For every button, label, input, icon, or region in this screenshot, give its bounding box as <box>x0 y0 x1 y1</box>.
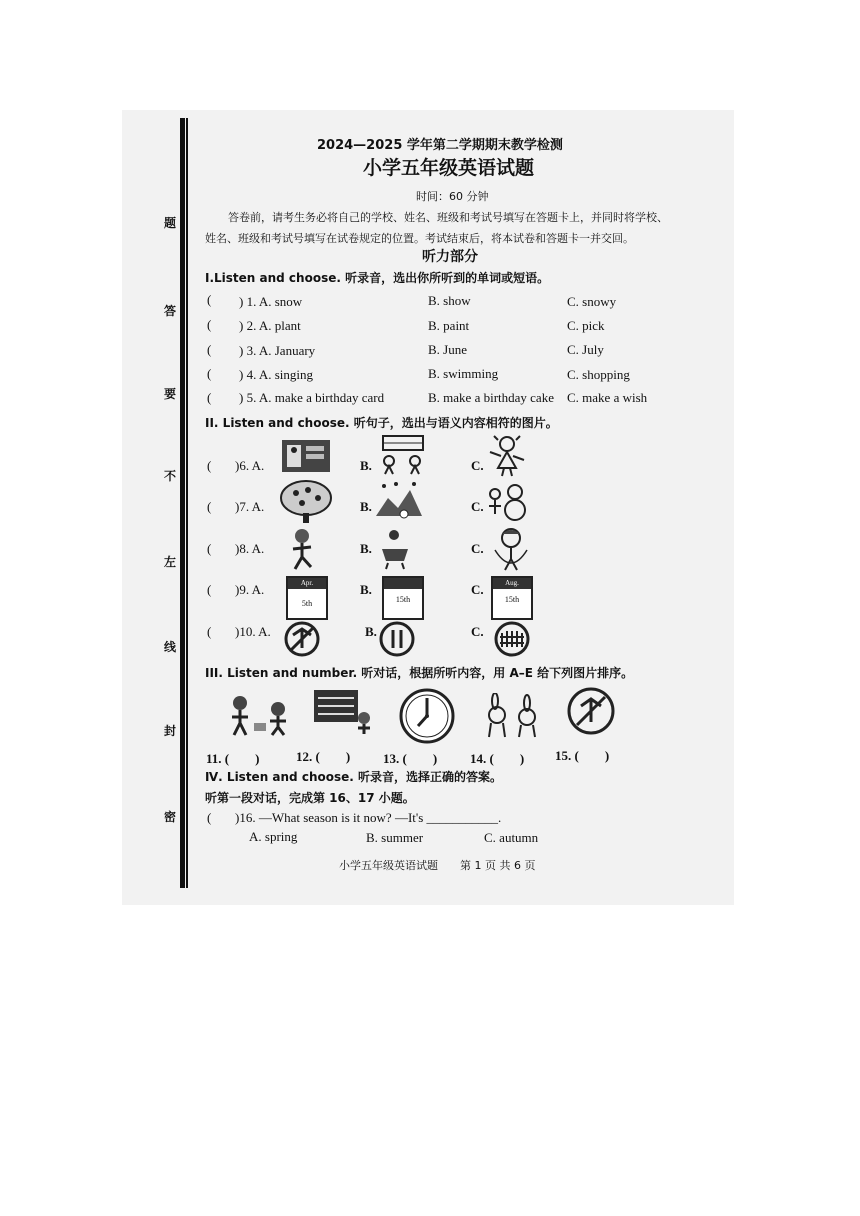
binding-line-thin <box>186 118 188 888</box>
q9-option-b: B. <box>360 582 372 597</box>
seal-char: 答 <box>164 304 177 318</box>
picture-15-no-picking-sign-icon <box>566 686 616 736</box>
q8-option-b: B. <box>360 541 372 556</box>
sign-10b-no-entry-icon <box>378 620 416 658</box>
picture-6c-girl-dancing <box>484 434 530 478</box>
q9-option-c: C. <box>471 582 484 597</box>
section-1-heading: I.Listen and choose. 听录音，选出你所听到的单词或短语。 <box>205 271 550 285</box>
picture-12-kid-at-board <box>312 688 376 740</box>
seal-char: 封 <box>164 724 177 738</box>
picture-7c-snowman-kids <box>485 478 531 522</box>
q6-option-c: C. <box>471 458 484 473</box>
q2-option-c: C. pick <box>567 318 605 333</box>
answer-paren: ( <box>207 499 212 514</box>
answer-paren: ( <box>207 292 212 307</box>
answer-11: 11. ( ) <box>206 751 260 766</box>
q8-option-c: C. <box>471 541 484 556</box>
time-limit: 时间：60 分钟 <box>416 190 489 203</box>
q2-option-b: B. paint <box>428 318 470 333</box>
q4-option-c: C. shopping <box>567 367 630 382</box>
calendar-9b <box>382 576 424 620</box>
answer-paren: ( <box>207 810 212 825</box>
q10-option-b: B. <box>365 624 377 639</box>
q10-option-c: C. <box>471 624 484 639</box>
seal-char: 密 <box>164 810 177 824</box>
section-4-heading: Ⅳ. Listen and choose. 听录音，选择正确的答案。 <box>205 770 502 784</box>
q5-option-c: C. make a wish <box>567 390 648 405</box>
binding-line <box>180 118 185 888</box>
calendar-month: Aug. <box>493 578 531 589</box>
question-7: )7. A. <box>235 499 265 514</box>
q1-option-b: B. show <box>428 293 471 308</box>
question-1: ) 1. A. snow <box>239 294 303 309</box>
seal-char: 要 <box>164 387 177 401</box>
answer-12: 12. ( ) <box>296 749 351 764</box>
question-16: )16. —What season is it now? —It's ___________. <box>235 810 502 825</box>
picture-11-kids-playing <box>226 693 296 737</box>
picture-8a-boy-running <box>285 527 319 571</box>
q16-option-c: C. autumn <box>484 830 539 845</box>
picture-14-rabbits <box>479 693 545 739</box>
section-3-heading: III. Listen and number. 听对话，根据所听内容，用 A–E 给下列图片排序。 <box>205 666 634 680</box>
seal-char: 左 <box>164 555 177 569</box>
picture-7b-snow-scene <box>374 478 424 522</box>
instructions-line-1: 答卷前，请考生务必将自己的学校、姓名、班级和考试号填写在答题卡上，并同时将学校、 <box>228 211 668 224</box>
picture-8c-girl-skipping <box>491 526 531 572</box>
q3-option-c: C. July <box>567 342 604 357</box>
q1-option-c: C. snowy <box>567 294 617 309</box>
question-8: )8. A. <box>235 541 265 556</box>
section-4-subheading: 听第一段对话，完成第 16、17 小题。 <box>205 791 415 805</box>
calendar-day: 15th <box>504 595 520 604</box>
picture-6a-market-stall <box>278 436 334 476</box>
answer-paren: ( <box>207 342 212 357</box>
q4-option-b: B. swimming <box>428 366 499 381</box>
instructions-line-2: 姓名、班级和考试号填写在试卷规定的位置。考试结束后，将本试卷和答题卡一并交回。 <box>205 232 634 245</box>
picture-7a-fruit-tree <box>278 478 334 524</box>
q7-option-b: B. <box>360 499 372 514</box>
answer-paren: ( <box>207 624 212 639</box>
calendar-9c <box>491 576 533 620</box>
part-heading: 听力部分 <box>422 249 478 265</box>
calendar-day: 15th <box>395 595 411 604</box>
q6-option-b: B. <box>360 458 372 473</box>
sign-10a-no-fruit-icon <box>283 620 321 658</box>
q16-option-a: A. spring <box>249 829 298 844</box>
calendar-month <box>384 578 422 589</box>
question-3: ) 3. A. January <box>239 343 316 358</box>
calendar-month: Apr. <box>288 578 326 589</box>
q16-option-b: B. summer <box>366 830 424 845</box>
answer-paren: ( <box>207 582 212 597</box>
q3-option-b: B. June <box>428 342 467 357</box>
seal-char: 不 <box>164 469 177 483</box>
answer-paren: ( <box>207 458 212 473</box>
answer-13: 13. ( ) <box>383 751 438 766</box>
sign-10c-no-fence-icon <box>493 620 531 658</box>
question-6: )6. A. <box>235 458 265 473</box>
section-2-heading: II. Listen and choose. 听句子，选出与语义内容相符的图片。 <box>205 416 558 430</box>
page-footer: 小学五年级英语试题 第 1 页 共 6 页 <box>339 859 536 872</box>
picture-8b-kid-cooking <box>376 527 416 571</box>
answer-paren: ( <box>207 541 212 556</box>
answer-paren: ( <box>207 366 212 381</box>
q7-option-c: C. <box>471 499 484 514</box>
calendar-day: 5th <box>301 599 313 608</box>
calendar-9a <box>286 576 328 620</box>
answer-paren: ( <box>207 390 212 405</box>
seal-char: 线 <box>164 640 177 654</box>
answer-15: 15. ( ) <box>555 748 610 763</box>
picture-13-clock-icon <box>398 687 456 745</box>
question-9: )9. A. <box>235 582 265 597</box>
question-10: )10. A. <box>235 624 271 639</box>
answer-14: 14. ( ) <box>470 751 525 766</box>
question-4: ) 4. A. singing <box>239 367 314 382</box>
question-5: ) 5. A. make a birthday card <box>239 390 385 405</box>
question-2: ) 2. A. plant <box>239 318 301 333</box>
answer-paren: ( <box>207 317 212 332</box>
q5-option-b: B. make a birthday cake <box>428 390 554 405</box>
page-title: 小学五年级英语试题 <box>363 157 535 179</box>
picture-6b-children-shelf <box>375 434 431 476</box>
exam-year-line: 2024—2025 学年第二学期期末教学检测 <box>317 138 563 153</box>
seal-char: 题 <box>164 216 177 230</box>
